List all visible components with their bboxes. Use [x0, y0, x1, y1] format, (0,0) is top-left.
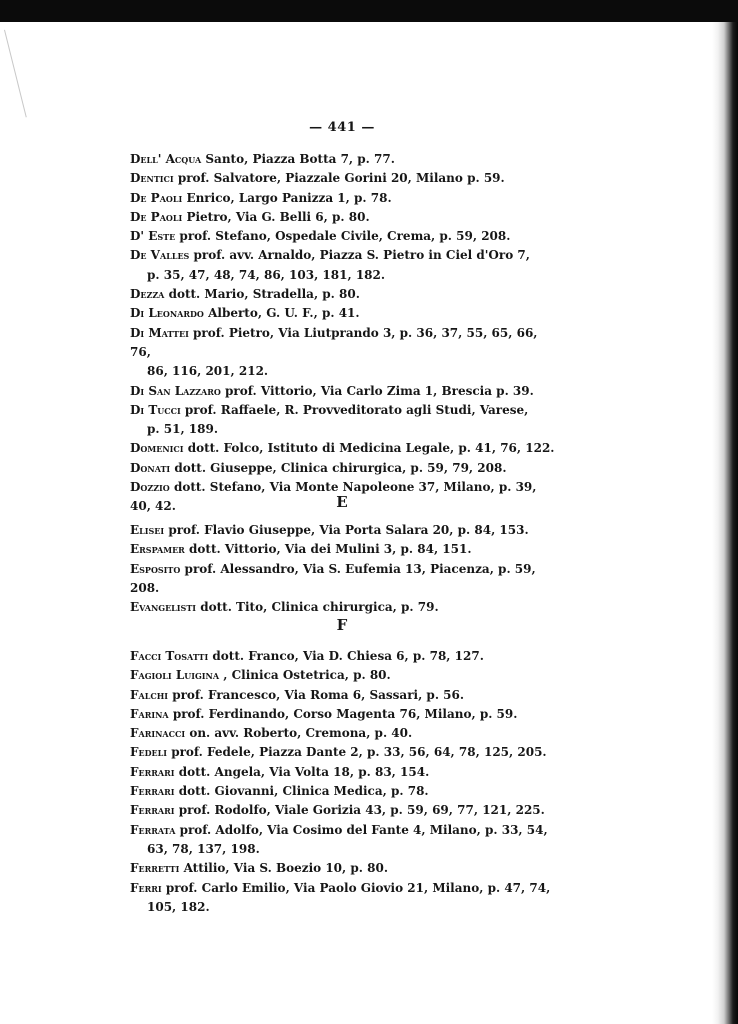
index-entry — [130, 189, 555, 208]
entry-surname: Dezza — [130, 287, 165, 302]
index-entry — [130, 724, 555, 743]
entry-details: prof. Salvatore, Piazzale Gorini 20, Milano p. 59. — [177, 171, 505, 186]
page-number: — 441 — — [309, 120, 375, 135]
entry-surname: Farinacci — [130, 726, 186, 741]
entry-surname: De Valles — [130, 248, 190, 263]
entry-continuation: 63, 78, 137, 198. — [147, 841, 260, 856]
entry-surname: Falchi — [130, 687, 169, 702]
entry-surname: Evangelisti — [130, 600, 197, 615]
index-entry — [130, 821, 555, 860]
index-entry — [130, 801, 555, 820]
index-entry — [130, 705, 555, 724]
entry-surname: Di San Lazzaro — [130, 383, 221, 398]
entry-details: dott. Stefano, Via Monte Napoleone 37, Milano, p. 39, 40, 42. — [130, 480, 537, 514]
entry-details: dott. Tito, Clinica chirurgica, p. 79. — [200, 600, 439, 615]
entry-surname: Farina — [130, 706, 169, 721]
entry-details: dott. Giuseppe, Clinica chirurgica, p. 59, 79, 208. — [174, 460, 507, 475]
index-entry — [130, 382, 555, 401]
entry-details: dott. Folco, Istituto di Medicina Legale, p. 41, 76, 122. — [187, 441, 555, 456]
entry-surname: Fagioli Luigina — [130, 668, 220, 683]
entry-surname: Esposito — [130, 561, 181, 576]
entry-surname: Di Tucci — [130, 402, 181, 417]
index-entry — [130, 763, 555, 782]
index-entry — [130, 647, 555, 666]
index-entry — [130, 859, 555, 878]
entry-surname: Ferri — [130, 880, 162, 895]
index-entry — [130, 540, 555, 559]
entry-details: prof. Vittorio, Via Carlo Zima 1, Brescia p. 39. — [225, 383, 534, 398]
index-entry — [130, 227, 555, 246]
section-e-entries — [130, 521, 555, 617]
index-entry — [130, 439, 555, 458]
scan-binding-edge — [712, 22, 738, 1024]
index-entry — [130, 285, 555, 304]
entry-continuation: p. 51, 189. — [147, 422, 219, 437]
entry-details: dott. Vittorio, Via dei Mulini 3, p. 84, 151. — [189, 542, 472, 557]
entry-surname: Di Mattei — [130, 325, 189, 340]
entry-surname: Dentici — [130, 171, 174, 186]
index-entry — [130, 246, 555, 285]
index-entry — [130, 686, 555, 705]
entry-details: Attilio, Via S. Boezio 10, p. 80. — [183, 861, 389, 876]
entry-details: prof. Ferdinando, Corso Magenta 76, Milano, p. 59. — [172, 706, 518, 721]
entry-details: prof. Adolfo, Via Cosimo del Fante 4, Milano, p. 33, 54, — [179, 822, 548, 837]
entry-details: dott. Giovanni, Clinica Medica, p. 78. — [178, 784, 429, 799]
entry-details: prof. Carlo Emilio, Via Paolo Giovio 21, Milano, p. 47, 74, — [165, 880, 551, 895]
index-entry — [130, 401, 555, 440]
entry-surname: Domenici — [130, 441, 184, 456]
index-entry — [130, 169, 555, 188]
entry-surname: D' Este — [130, 229, 176, 244]
entry-surname: Ferretti — [130, 861, 180, 876]
index-entry — [130, 208, 555, 227]
entry-surname: Ferrari — [130, 803, 175, 818]
index-entry — [130, 879, 555, 918]
entry-details: prof. Stefano, Ospedale Civile, Crema, p. 59, 208. — [179, 229, 511, 244]
entry-surname: Ferrari — [130, 784, 175, 799]
index-entry — [130, 324, 555, 382]
entry-surname: Dell' Acqua — [130, 152, 202, 166]
entry-details: Enrico, Largo Panizza 1, p. 78. — [186, 190, 392, 205]
entry-surname: De Paoli — [130, 209, 183, 224]
entry-details: prof. Rodolfo, Viale Gorizia 43, p. 59, 69, 77, 121, 225. — [178, 803, 545, 818]
index-entry — [130, 304, 555, 323]
entry-details: prof. Alessandro, Via S. Eufemia 13, Piacenza, p. 59, 208. — [130, 561, 536, 595]
entry-details: prof. Francesco, Via Roma 6, Sassari, p. 56. — [172, 687, 465, 702]
entry-details: Alberto, G. U. F., p. 41. — [208, 306, 360, 321]
entry-details: prof. Flavio Giuseppe, Via Porta Salara 20, p. 84, 153. — [168, 523, 529, 537]
index-entry — [130, 521, 555, 540]
entry-details: dott. Angela, Via Volta 18, p. 83, 154. — [178, 764, 430, 779]
entry-details: dott. Mario, Stradella, p. 80. — [168, 287, 360, 302]
entry-continuation: p. 35, 47, 48, 74, 86, 103, 181, 182. — [147, 267, 386, 282]
entry-surname: De Paoli — [130, 190, 183, 205]
section-d-entries — [130, 150, 555, 517]
entry-surname: Di Leonardo — [130, 306, 204, 321]
entry-details: on. avv. Roberto, Cremona, p. 40. — [189, 726, 413, 741]
entry-surname: Ferrari — [130, 764, 175, 779]
entry-continuation: 105, 182. — [147, 899, 210, 914]
entry-details: Pietro, Via G. Belli 6, p. 80. — [186, 209, 370, 224]
entry-surname: Elisei — [130, 523, 165, 537]
index-entry — [130, 782, 555, 801]
entry-details: dott. Franco, Via D. Chiesa 6, p. 78, 127. — [212, 649, 484, 663]
index-entry — [130, 743, 555, 762]
section-f-entries — [130, 647, 555, 917]
entry-surname: Ferrata — [130, 822, 176, 837]
entry-details: , Clinica Ostetrica, p. 80. — [223, 668, 391, 683]
entry-details: Santo, Piazza Botta 7, p. 77. — [205, 152, 395, 166]
scan-top-border — [0, 0, 738, 22]
entry-surname: Fedeli — [130, 745, 168, 760]
entry-details: prof. Fedele, Piazza Dante 2, p. 33, 56, 64, 78, 125, 205. — [171, 745, 547, 760]
entry-surname: Erspamer — [130, 542, 185, 557]
index-entry — [130, 150, 555, 169]
entry-details: prof. Raffaele, R. Provveditorato agli Studi, Varese, — [184, 402, 529, 417]
index-entry — [130, 459, 555, 478]
entry-surname: Facci Tosatti — [130, 649, 209, 663]
section-letter-f: F — [336, 616, 348, 634]
entry-details: prof. avv. Arnaldo, Piazza S. Pietro in Ciel d'Oro 7, — [193, 248, 530, 263]
entry-details: prof. Pietro, Via Liutprando 3, p. 36, 37, 55, 65, 66, 76, — [130, 325, 538, 359]
entry-continuation: 86, 116, 201, 212. — [147, 364, 269, 379]
section-letter-e: E — [336, 493, 348, 511]
entry-surname: Dozzio — [130, 480, 170, 495]
scan-mark — [4, 30, 27, 118]
entry-surname: Donati — [130, 460, 171, 475]
index-entry — [130, 560, 555, 599]
index-entry — [130, 666, 555, 685]
index-entry — [130, 598, 555, 617]
